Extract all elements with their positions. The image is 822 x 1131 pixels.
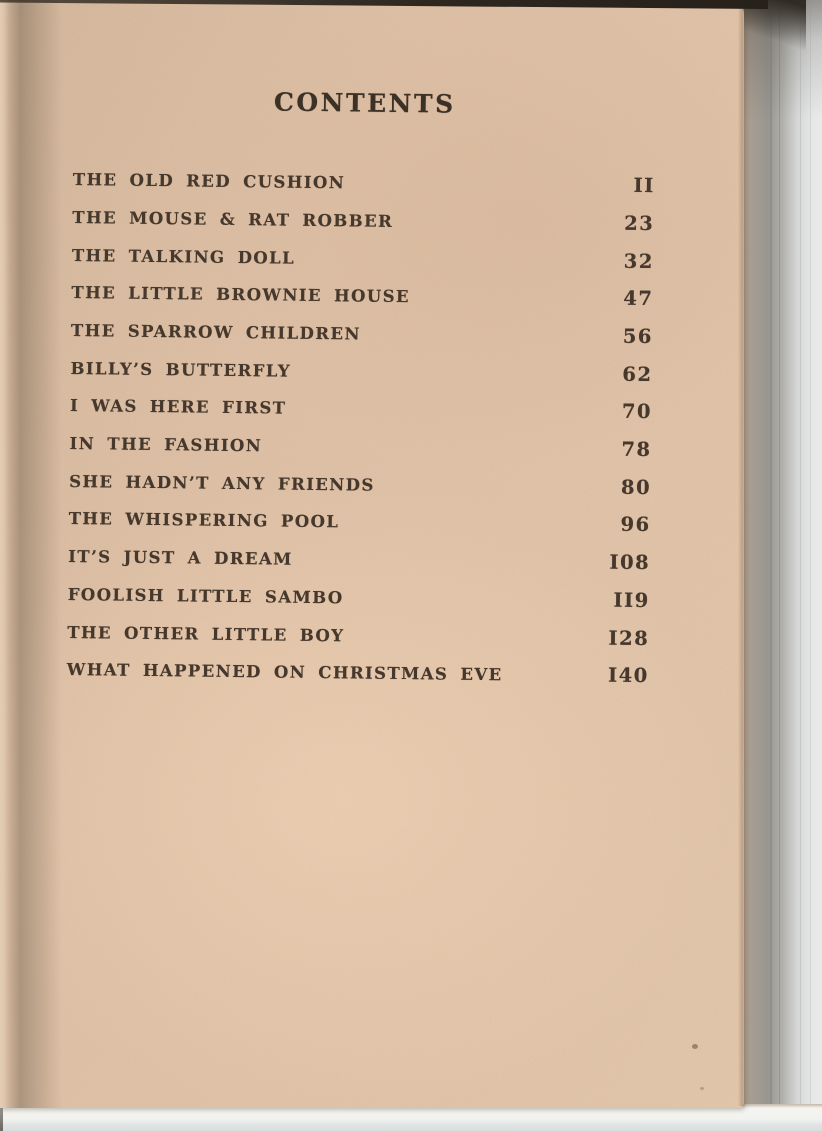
toc-entry-title: BILLY’S BUTTERFLY bbox=[70, 358, 292, 381]
toc-entry-page-number: 96 bbox=[620, 513, 651, 537]
toc-entry-title: WHAT HAPPENED ON CHRISTMAS EVE bbox=[66, 660, 503, 685]
toc-entry-title: THE OLD RED CUSHION bbox=[72, 170, 346, 193]
gutter-shadow bbox=[4, 0, 62, 1108]
toc-entry-title: THE LITTLE BROWNIE HOUSE bbox=[71, 283, 411, 307]
foxing-speck bbox=[692, 1044, 698, 1049]
toc-entry bbox=[67, 657, 649, 702]
toc-entry-page-number: 23 bbox=[624, 211, 655, 236]
page-edge-streak bbox=[770, 0, 772, 1112]
corner-shadow bbox=[744, 0, 806, 52]
toc-entry-title: FOOLISH LITTLE SAMBO bbox=[67, 584, 344, 608]
toc-entry-title: THE OTHER LITTLE BOY bbox=[67, 622, 345, 645]
printed-content bbox=[67, 84, 656, 702]
page-title: CONTENTS bbox=[273, 87, 456, 119]
toc-entry-page-number: I28 bbox=[608, 626, 650, 650]
toc-entry-page-number: I08 bbox=[609, 550, 651, 575]
page-edge-streak bbox=[810, 0, 811, 1112]
scanner-bed-strip bbox=[0, 1104, 822, 1131]
toc-entry-page-number: 78 bbox=[621, 437, 652, 462]
toc-entry-page-number: 47 bbox=[623, 287, 654, 311]
toc-entry-page-number: 32 bbox=[623, 249, 655, 273]
toc-entry-page-number: 56 bbox=[622, 324, 654, 349]
toc-entry-title: THE MOUSE & RAT ROBBER bbox=[72, 207, 394, 231]
toc-entry-title: I WAS HERE FIRST bbox=[69, 396, 287, 418]
toc-entry-title: THE SPARROW CHILDREN bbox=[70, 320, 362, 344]
toc-entry-title: SHE HADN’T ANY FRIENDS bbox=[69, 471, 375, 495]
toc-entry-page-number: 62 bbox=[622, 362, 653, 386]
toc-entry-title: IT’S JUST A DREAM bbox=[68, 547, 293, 569]
foxing-speck bbox=[700, 1087, 704, 1090]
toc-entry-page-number: II9 bbox=[613, 588, 650, 612]
toc-entry-page-number: 80 bbox=[620, 475, 652, 499]
page-edge-crease bbox=[738, 6, 745, 1106]
toc-entry-page-number: 70 bbox=[621, 400, 653, 424]
toc-entry-page-number: I40 bbox=[607, 663, 649, 688]
contents-list bbox=[67, 167, 655, 702]
toc-entry-page-number: II bbox=[633, 174, 655, 198]
toc-entry-title: IN THE FASHION bbox=[69, 434, 263, 456]
page-edge-streak bbox=[779, 0, 780, 1112]
page-edge-streak bbox=[800, 0, 801, 1112]
toc-entry-title: THE WHISPERING POOL bbox=[68, 509, 340, 532]
toc-entry-title: THE TALKING DOLL bbox=[71, 245, 296, 268]
